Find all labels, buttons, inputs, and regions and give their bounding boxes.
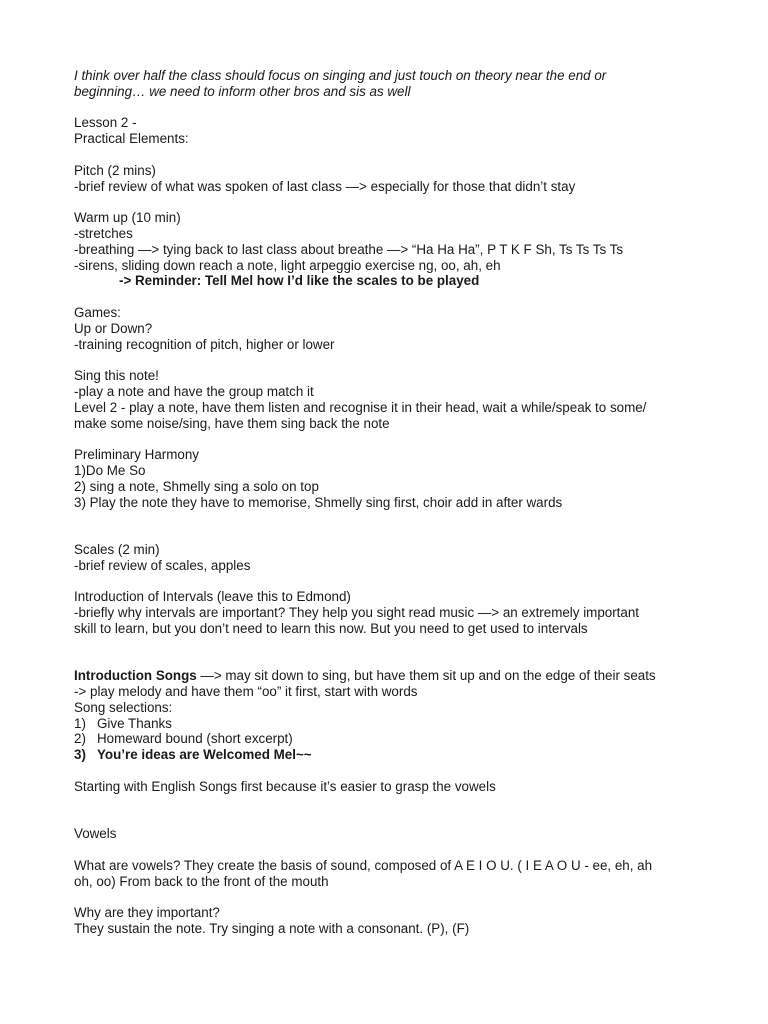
sing-note-line: Level 2 - play a note, have them listen and recognise it in their head, wait a while/speak to some/ xyxy=(74,399,647,415)
warmup-heading: Warm up (10 min) xyxy=(74,210,181,226)
songs-note: Starting with English Songs first because it’s easier to grasp the vowels xyxy=(74,778,496,794)
intervals-line: -briefly why intervals are important? They help you sight read music —> an extremely important xyxy=(74,605,640,621)
song-item-title: Homeward bound (short excerpt) xyxy=(97,731,293,747)
scales-heading: Scales (2 min) xyxy=(74,541,160,557)
song-item xyxy=(74,716,714,732)
intervals-line: skill to learn, but you don’t need to learn this now. But you need to get used to intervals xyxy=(74,620,588,636)
lesson-subtitle: Practical Elements: xyxy=(74,131,189,147)
song-item-title: You’re ideas are Welcomed Mel~~ xyxy=(97,747,312,763)
song-item-title: Give Thanks xyxy=(97,715,172,731)
intro-line: I think over half the class should focus on singing and just touch on theory near the end or xyxy=(74,68,607,83)
songs-heading-note: —> may sit down to sing, but have them sit up and on the edge of their seats xyxy=(196,668,656,684)
pitch-line: -brief review of what was spoken of last class —> especially for those that didn’t stay xyxy=(74,178,576,194)
warmup-line: -breathing —> tying back to last class about breathe —> “Ha Ha Ha”, P T K F Sh, Ts Ts Ts Ts xyxy=(74,241,624,257)
document-body xyxy=(74,68,714,937)
games-heading: Games: xyxy=(74,304,121,320)
songs-line: -> play melody and have them “oo” it first, start with words xyxy=(74,684,418,700)
vowels-line: oh, oo) From back to the front of the mouth xyxy=(74,873,329,889)
sing-note-heading: Sing this note! xyxy=(74,368,159,384)
warmup-line: -sirens, sliding down reach a note, light arpeggio exercise ng, oo, ah, eh xyxy=(74,257,501,273)
songs-heading: Introduction Songs xyxy=(74,668,197,684)
intervals-heading: Introduction of Intervals (leave this to Edmond) xyxy=(74,589,351,605)
reminder-line: -> Reminder: Tell Mel how I’d like the scales to be played xyxy=(119,273,480,289)
sing-note-line: make some noise/sing, have them sing back the note xyxy=(74,415,390,431)
song-item-number: 2) xyxy=(74,731,86,747)
sing-note-line: -play a note and have the group match it xyxy=(74,383,314,399)
songs-heading-line xyxy=(74,668,714,684)
song-item-number: 1) xyxy=(74,715,86,731)
harmony-line: 1)Do Me So xyxy=(74,462,146,478)
song-item xyxy=(74,731,714,747)
songs-line: Song selections: xyxy=(74,699,173,715)
lesson-title: Lesson 2 - xyxy=(74,115,137,131)
pitch-heading: Pitch (2 mins) xyxy=(74,162,156,178)
intro-line: beginning… we need to inform other bros and sis as well xyxy=(74,83,411,99)
games-line: -training recognition of pitch, higher or lower xyxy=(74,336,335,352)
harmony-line: 2) sing a note, Shmelly sing a solo on top xyxy=(74,478,319,494)
scales-line: -brief review of scales, apples xyxy=(74,557,251,573)
vowels-question: Why are they important? xyxy=(74,905,220,921)
vowels-line: What are vowels? They create the basis of sound, composed of A E I O U. ( I E A O U - ee, eh, ah xyxy=(74,857,653,873)
song-item xyxy=(74,747,714,763)
vowels-heading: Vowels xyxy=(74,826,117,842)
vowels-answer: They sustain the note. Try singing a note with a consonant. (P), (F) xyxy=(74,921,470,937)
harmony-heading: Preliminary Harmony xyxy=(74,447,200,463)
warmup-line: -stretches xyxy=(74,225,133,241)
harmony-line: 3) Play the note they have to memorise, Shmelly sing first, choir add in after wards xyxy=(74,494,563,510)
song-item-number: 3) xyxy=(74,747,86,763)
games-line: Up or Down? xyxy=(74,320,153,336)
